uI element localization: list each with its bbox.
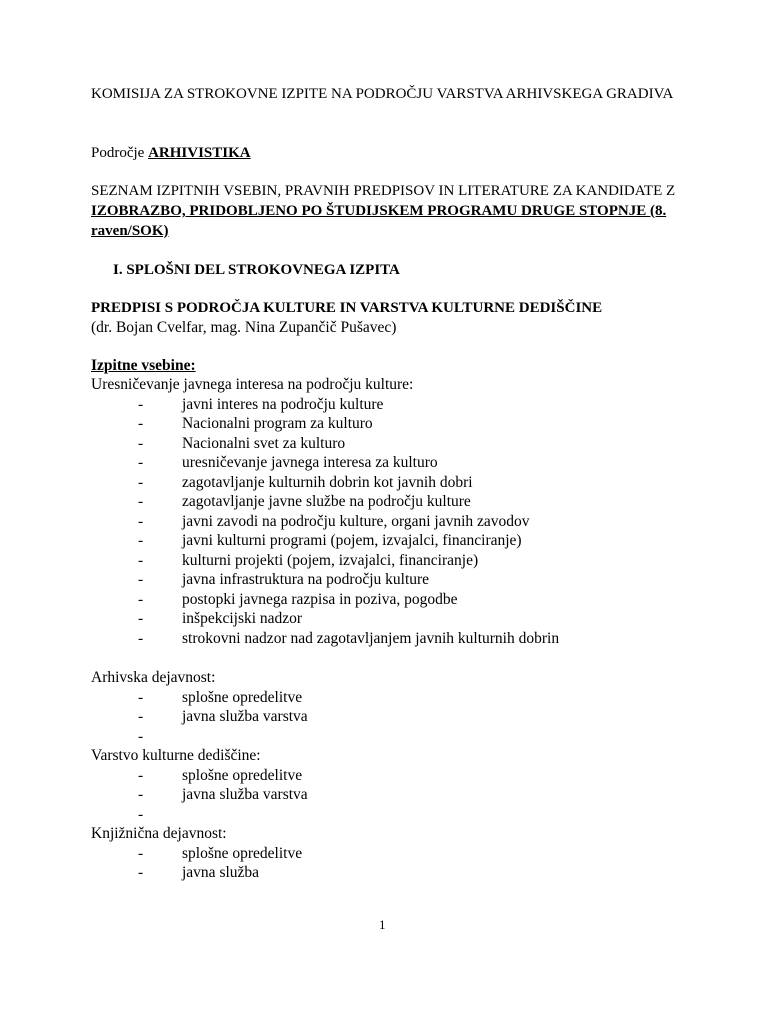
bullet-dash: - xyxy=(138,590,144,608)
list-item xyxy=(91,688,691,708)
field-line xyxy=(91,143,691,163)
bullet-dash: - xyxy=(138,415,144,432)
list-item xyxy=(91,609,691,629)
bullet-dash: - xyxy=(138,708,144,725)
list-item-text: Nacionalni program za kulturo xyxy=(182,415,373,432)
list-item xyxy=(91,551,691,571)
bullet-dash: - xyxy=(138,688,144,706)
list-item xyxy=(91,707,691,727)
list-item xyxy=(91,414,691,434)
section-3 xyxy=(91,824,691,883)
list-item xyxy=(91,395,691,415)
list-title-emphasis: IZOBRAZBO, PRIDOBLJENO PO ŠTUDIJSKEM PROGRAMU DRUGE STOPNJE (8. raven/SOK) xyxy=(91,203,667,239)
section-title: Arhivska dejavnost: xyxy=(91,669,216,686)
bullet-dash: - xyxy=(138,629,144,647)
list-item xyxy=(91,863,691,883)
section-title: Varstvo kulturne dediščine: xyxy=(91,747,261,764)
list-item-text: javni interes na področju kulture xyxy=(182,395,384,413)
list-item xyxy=(91,531,691,551)
list-item-text: javni zavodi na področju kulture, organi javnih zavodov xyxy=(182,512,530,530)
list-item-text: uresničevanje javnega interesa za kulturo xyxy=(182,454,438,471)
field-prefix: Področje xyxy=(91,145,149,161)
list-item-text: kulturni projekti (pojem, izvajalci, financiranje) xyxy=(182,551,479,569)
list-title xyxy=(91,181,691,241)
list-item-text: zagotavljanje kulturnih dobrin kot javnih dobri xyxy=(182,473,473,491)
bullet-dash: - xyxy=(138,805,144,823)
list-item-text: postopki javnega razpisa in poziva, pogodbe xyxy=(182,590,458,608)
list-item xyxy=(91,570,691,590)
bullet-dash: - xyxy=(138,766,144,784)
regulations-title: PREDPISI S PODROČJA KULTURE IN VARSTVA KULTURNE DEDIŠČINE xyxy=(91,300,603,316)
list-item-text: Nacionalni svet za kulturo xyxy=(182,434,346,452)
list-item xyxy=(91,766,691,786)
bullet-dash: - xyxy=(138,473,144,491)
section-1 xyxy=(91,668,691,746)
section-title: Uresničevanje javnega interesa na področju kulture: xyxy=(91,376,414,393)
page-number: 1 xyxy=(379,917,386,932)
lecturers: (dr. Bojan Cvelfar, mag. Nina Zupančič Pušavec) xyxy=(91,319,397,336)
list-item-text: javna infrastruktura na področju kulture xyxy=(182,571,430,588)
list-item xyxy=(91,805,691,825)
commission-heading: KOMISIJA ZA STROKOVNE IZPITE NA PODROČJU VARSTVA ARHIVSKEGA GRADIVA xyxy=(91,86,674,102)
bullet-dash: - xyxy=(138,864,144,881)
field-name: ARHIVISTIKA xyxy=(148,145,251,161)
bullet-dash: - xyxy=(138,532,144,549)
list-item-text: inšpekcijski nadzor xyxy=(182,610,303,627)
bullet-dash: - xyxy=(138,395,144,413)
list-item-text: splošne opredelitve xyxy=(182,688,303,706)
part-title: I. SPLOŠNI DEL STROKOVNEGA IZPITA xyxy=(113,262,400,278)
list-item-text: strokovni nadzor nad zagotavljanjem javnih kulturnih dobrin xyxy=(182,629,560,647)
list-item xyxy=(91,844,691,864)
list-item-text: javna služba xyxy=(182,864,260,881)
bullet-dash: - xyxy=(138,610,144,627)
list-item xyxy=(91,512,691,532)
list-title-plain: SEZNAM IZPITNIH VSEBIN, PRAVNIH PREDPISOV IN LITERATURE ZA KANDIDATE Z xyxy=(91,183,676,199)
bullet-dash: - xyxy=(138,844,144,862)
list-item xyxy=(91,453,691,473)
list-item xyxy=(91,492,691,512)
list-item xyxy=(91,727,691,747)
list-item-text: zagotavljanje javne službe na področju kulture xyxy=(182,493,471,510)
bullet-dash: - xyxy=(138,512,144,530)
list-item xyxy=(91,434,691,454)
bullet-dash: - xyxy=(138,434,144,452)
list-item xyxy=(91,629,691,649)
list-item-text: splošne opredelitve xyxy=(182,766,303,784)
bullet-dash: - xyxy=(138,571,144,588)
bullet-dash: - xyxy=(138,493,144,510)
bullet-dash: - xyxy=(138,551,144,569)
bullet-dash: - xyxy=(138,454,144,471)
section-0 xyxy=(91,375,691,648)
list-item-text: splošne opredelitve xyxy=(182,844,303,862)
bullet-dash: - xyxy=(138,786,144,803)
list-item xyxy=(91,473,691,493)
section-title: Knjižnična dejavnost: xyxy=(91,825,227,842)
list-item-text: javna služba varstva xyxy=(182,786,308,803)
list-item-text: javni kulturni programi (pojem, izvajalci, financiranje) xyxy=(182,532,522,549)
list-item xyxy=(91,785,691,805)
exam-contents-label: Izpitne vsebine: xyxy=(91,357,196,374)
list-item xyxy=(91,590,691,610)
bullet-dash: - xyxy=(138,727,144,745)
section-2 xyxy=(91,746,691,824)
list-item-text: javna služba varstva xyxy=(182,708,308,725)
